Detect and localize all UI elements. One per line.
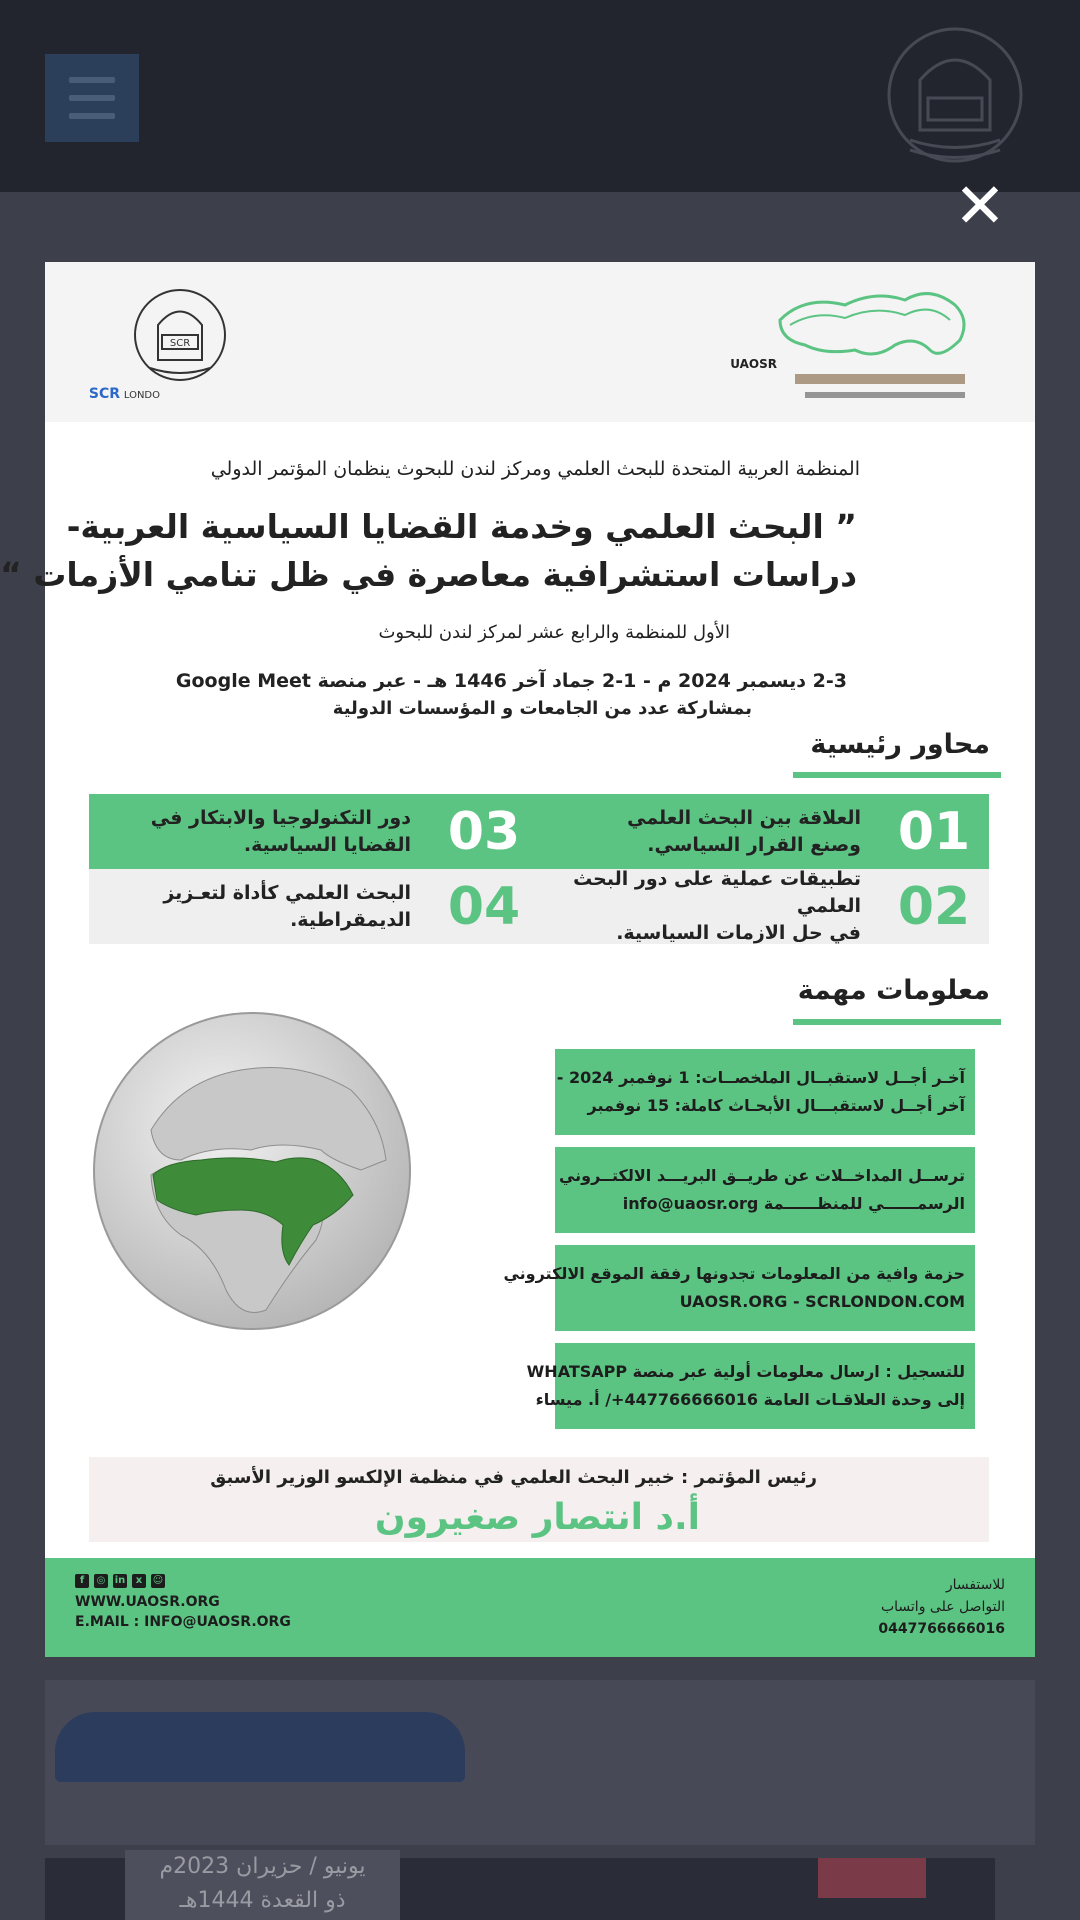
info-line: للتسجيل : ارسال معلومات أولية عبر منصة WHATSAPP: [526, 1362, 965, 1381]
chair-title: رئيس المؤتمر : خبير البحث العلمي في منظمة الإلكسو الوزير الأسبق: [210, 1467, 817, 1488]
info-line: الرسمــــــي للمنظــــــمة info@uaosr.org: [622, 1194, 965, 1213]
organizers-line: المنظمة العربية المتحدة للبحث العلمي ومركز لندن للبحوث ينظمان المؤتمر الدولي: [210, 458, 860, 480]
scr-london-logo: [88, 280, 250, 410]
x-icon: x: [132, 1574, 146, 1588]
background-banner: [55, 1712, 465, 1782]
conference-subtitle: الأول للمنظمة والرابع عشر لمركز لندن للبحوث: [378, 622, 730, 643]
axes-title-underline: [793, 772, 1001, 778]
conference-poster: [0, 262, 1035, 1657]
footer-web: [75, 1574, 291, 1632]
axis-number: 03: [447, 801, 521, 862]
instagram-icon: ◎: [94, 1574, 108, 1588]
info-box-websites: [503, 1245, 975, 1331]
axis-number: 01: [897, 801, 971, 862]
info-line: حزمة وافية من المعلومات تجدونها رفقة الموقع الالكتروني: [503, 1264, 965, 1283]
chair-name: أ.د انتصار صغيرون: [374, 1497, 700, 1538]
axis-item: [89, 794, 539, 869]
axis-label: العلاقة بين البحث العلمي وصنع القرار السياسي.: [627, 806, 861, 856]
axis-number: 04: [447, 876, 521, 937]
svg-text:SCR: SCR: [88, 386, 120, 402]
info-title-underline: [793, 1019, 1001, 1025]
axis-label: دور التكنولوجيا والابتكار في القضايا السياسية.: [150, 806, 411, 856]
info-box-submission: [555, 1147, 975, 1233]
background-caption: [125, 1850, 400, 1920]
svg-text:UAOSR: UAOSR: [730, 357, 777, 371]
footer-whatsapp: التواصل على واتساب: [880, 1599, 1005, 1615]
footer-website: WWW.UAOSR.ORG: [75, 1594, 220, 1610]
axis-item: [89, 869, 539, 944]
arab-world-globe: [91, 1010, 413, 1332]
info-line: آخـر أجــل لاستقبــال الملخصــات: 1 نوفمبر 2024 -: [556, 1068, 965, 1087]
footer-phone: 0447766666016: [878, 1621, 1005, 1637]
hamburger-icon: [69, 77, 115, 83]
footer-email: E.MAIL : INFO@UAOSR.ORG: [75, 1614, 291, 1630]
site-header: [0, 0, 1080, 192]
close-icon[interactable]: ✕: [954, 169, 1006, 242]
background-caption-line1: يونيو / حزيران 2023م: [159, 1854, 366, 1879]
svg-text:SCR: SCR: [169, 338, 191, 349]
conference-title-line2: دراسات استشرافية معاصرة في ظل تنامي الأزمات “: [0, 555, 857, 594]
info-box-deadlines: [555, 1049, 975, 1135]
uaosr-logo: [730, 280, 985, 410]
axes-section-title: محاور رئيسية: [810, 729, 990, 760]
snapchat-icon: ☺: [152, 1575, 164, 1586]
axis-item: [539, 794, 989, 869]
poster-footer: [45, 1558, 1035, 1657]
info-section-title: معلومات مهمة: [797, 975, 990, 1006]
axis-label: البحث العلمي كأداة لتعـزيز الديمقراطية.: [163, 881, 411, 931]
background-caption-line2: ذو القعدة 1444هـ: [179, 1888, 346, 1913]
footer-contact: [878, 1574, 1005, 1640]
conference-date: 2-3 ديسمبر 2024 م - 1-2 جماد آخر 1446 هـ - عبر منصة Google Meet: [175, 670, 847, 692]
menu-button[interactable]: [45, 54, 139, 142]
linkedin-icon: in: [114, 1575, 126, 1586]
info-line: إلى وحدة العلاقـات العامة 447766666016+/ أ. ميساء: [535, 1390, 965, 1409]
site-logo[interactable]: [880, 10, 1030, 185]
footer-inquiry: للاستفسار: [945, 1577, 1005, 1593]
poster-header: [45, 262, 1035, 422]
axis-number: 02: [897, 876, 971, 937]
participation-line: بمشاركة عدد من الجامعات و المؤسسات الدولية: [332, 698, 752, 719]
axes-grid: [89, 794, 989, 944]
info-line: UAOSR.ORG - SCRLONDON.COM: [679, 1292, 965, 1311]
svg-text:LONDO: LONDO: [123, 390, 160, 401]
facebook-icon: f: [75, 1574, 89, 1588]
conference-title-line1: ” البحث العلمي وخدمة القضايا السياسية العربية-: [66, 507, 857, 546]
axis-item: [539, 869, 989, 944]
axis-label: تطبيقات عملية على دور البحث العلمي في حل الازمات السياسية.: [573, 868, 861, 944]
info-box-registration: [526, 1343, 975, 1429]
social-icons: [75, 1574, 291, 1588]
info-line: ترســل المداخــلات عن طريــق البريـــد الالكتــروني: [558, 1166, 965, 1185]
info-line: آخر أجــل لاستقبـــال الأبحـاث كاملة: 15 نوفمبر: [587, 1096, 965, 1115]
background-red-tag: [818, 1858, 926, 1898]
